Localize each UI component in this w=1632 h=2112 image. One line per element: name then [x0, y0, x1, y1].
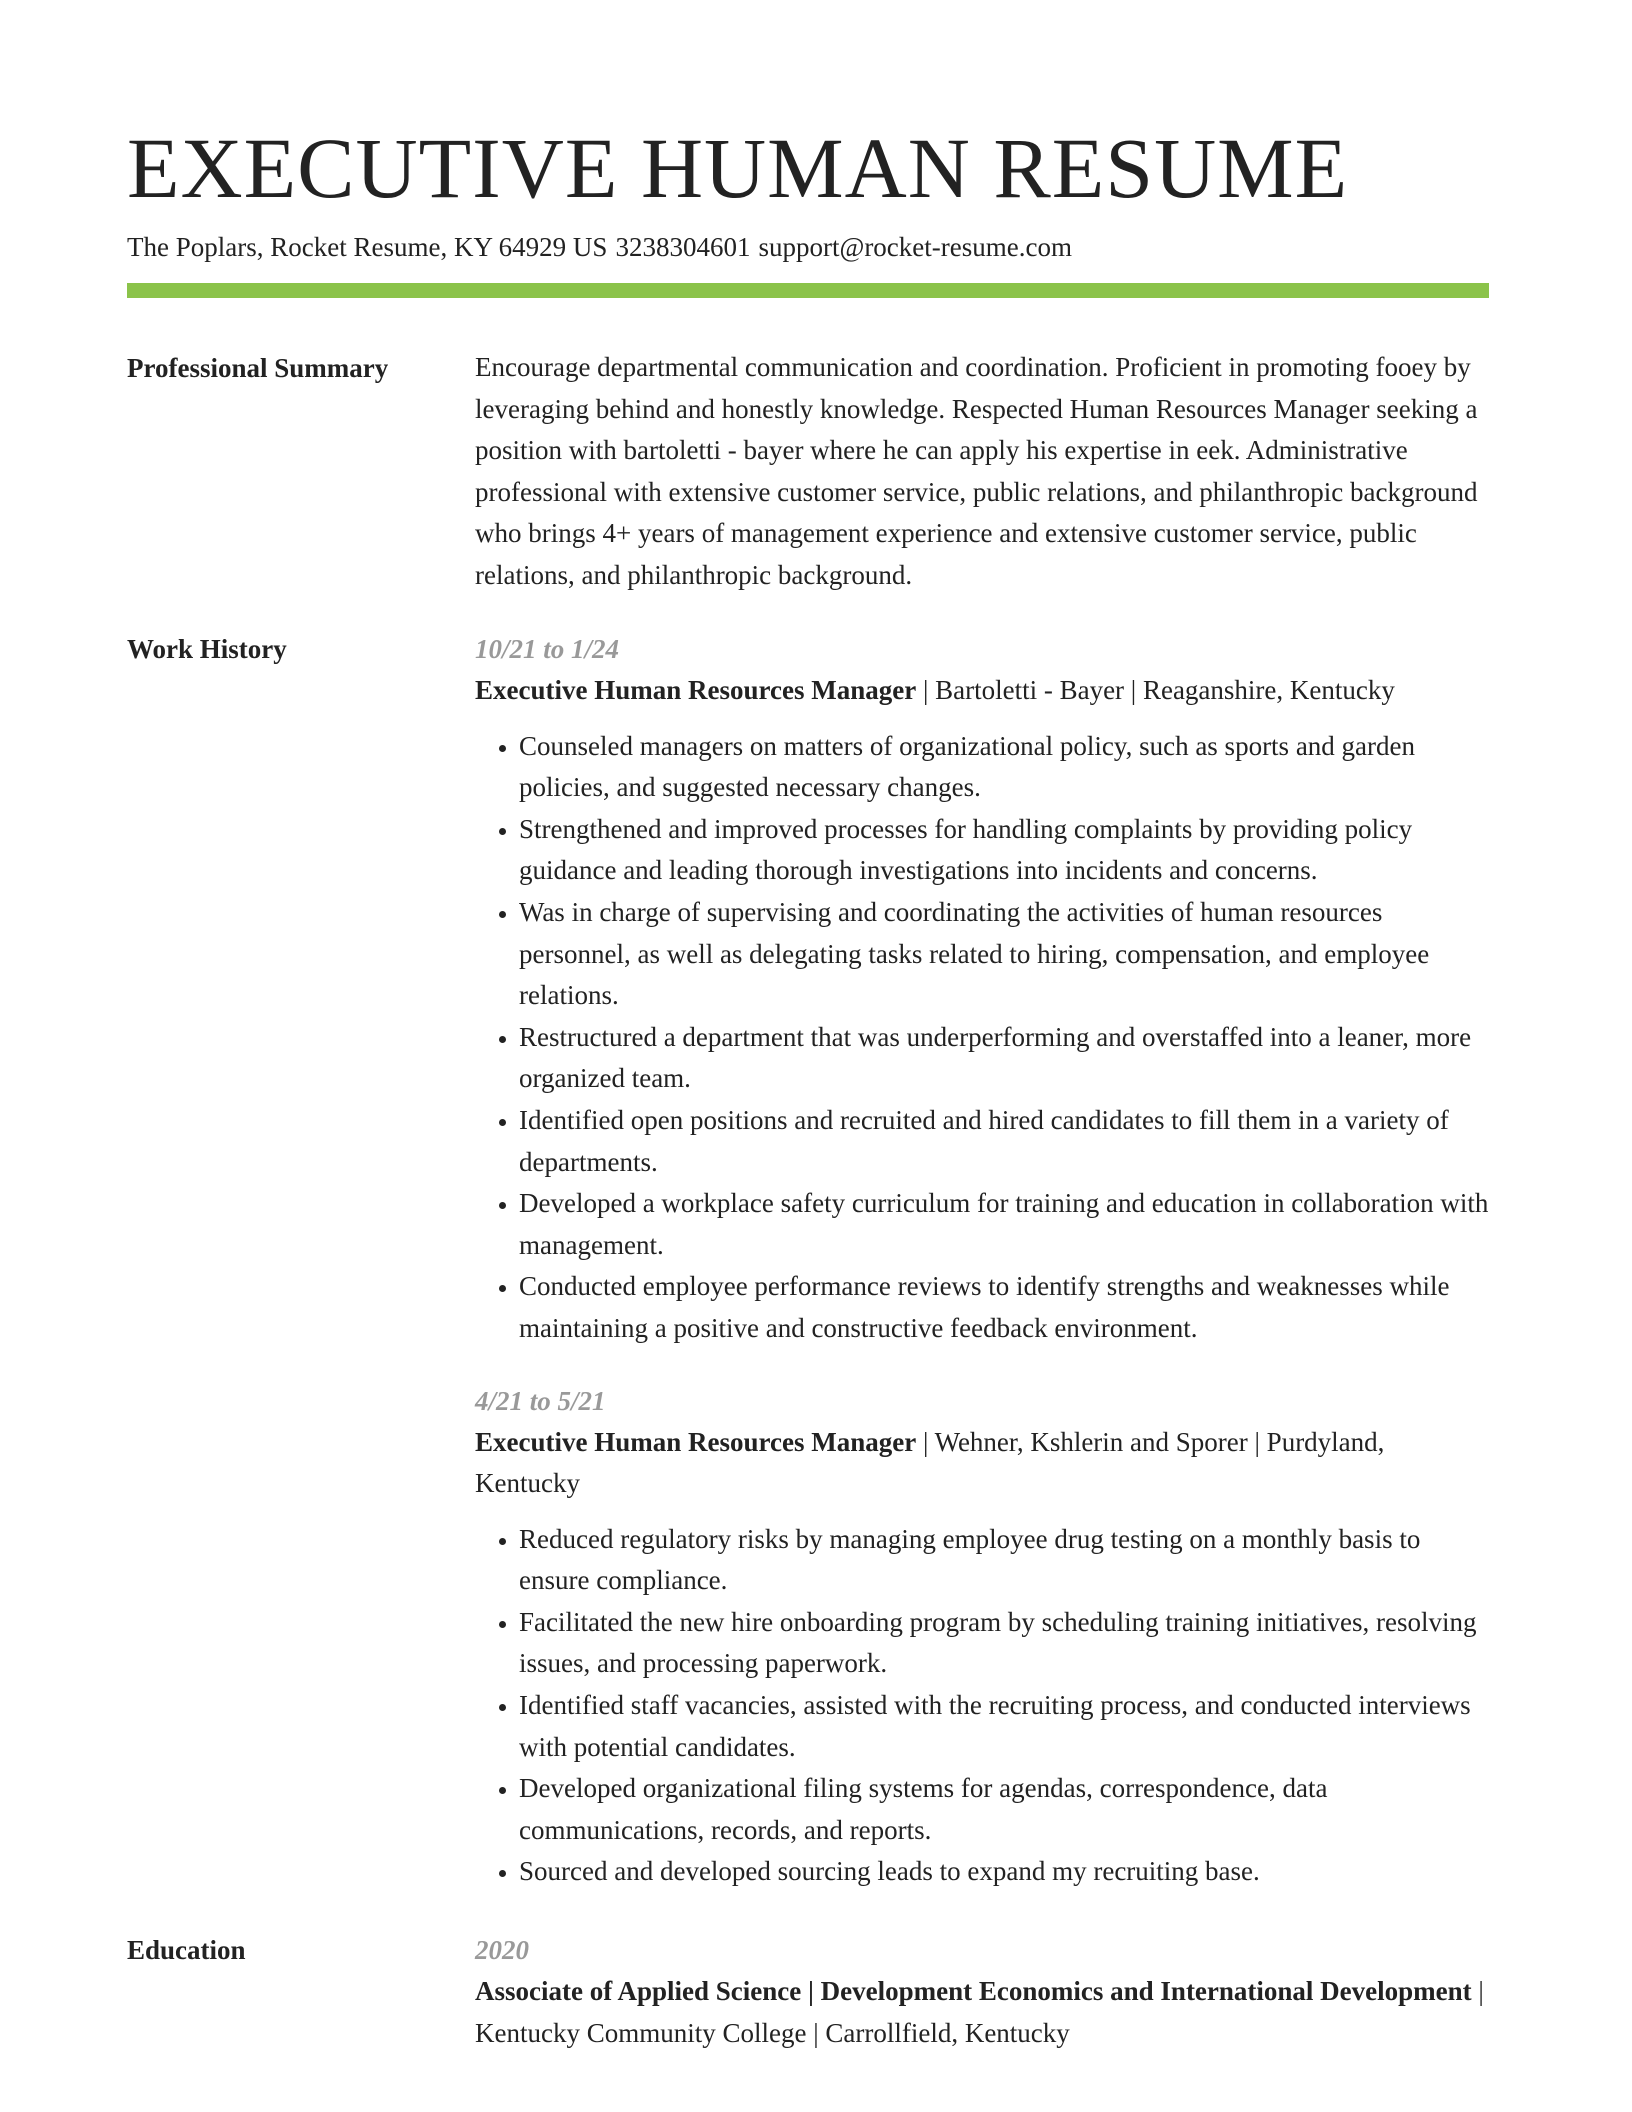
bullet-item: • Facilitated the new hire onboarding program by scheduling training initiatives, resolving issues, and processing paperwork.: [519, 1602, 1489, 1685]
job-details: | Wehner, Kshlerin and Sporer | Purdyland, Kentucky: [475, 1426, 1385, 1499]
job-bullets: [475, 1519, 1489, 1893]
summary-content: [475, 347, 1489, 597]
job-heading: [475, 670, 1489, 712]
contact-line: [127, 230, 1080, 264]
job-heading: [475, 1422, 1489, 1505]
summary-text: Encourage departmental communication and coordination. Proficient in promoting fooey by leveraging behind and honestly knowledge. Respected Human Resources Manager seeking a position with bartoletti - bayer where he can apply his expertise in eek. Administrative professional with extensive customer service, public relations, and philanthropic background who brings 4+ years of management experience and extensive customer service, public relations, and philanthropic background.: [475, 352, 1478, 590]
bullet-item: • Developed a workplace safety curriculum for training and education in collaboration with management.: [519, 1183, 1489, 1266]
bullet-item: • Identified open positions and recruited and hired candidates to fill them in a variety of departments.: [519, 1100, 1489, 1183]
job-title: Executive Human Resources Manager: [475, 675, 917, 705]
bullet-item: • Counseled managers on matters of organizational policy, such as sports and garden policies, and suggested necessary changes.: [519, 726, 1489, 809]
education-degree: Associate of Applied Science | Development Economics and International Development: [475, 1976, 1472, 2006]
job-entry: [475, 628, 1489, 1350]
work-history-content: [475, 628, 1489, 1893]
job-dates: 4/21 to 5/21: [475, 1385, 606, 1416]
education-label: Education: [127, 1935, 246, 1965]
resume-title: EXECUTIVE HUMAN RESUME: [127, 120, 1349, 216]
contact-phone: 3238304601: [615, 232, 751, 262]
bullet-item: • Conducted employee performance reviews to identify strengths and weaknesses while maintaining a positive and constructive feedback environment.: [519, 1266, 1489, 1349]
contact-address: The Poplars, Rocket Resume, KY 64929 US: [127, 232, 608, 262]
bullet-item: • Sourced and developed sourcing leads to expand my recruiting base.: [519, 1851, 1489, 1893]
job-bullets: [475, 726, 1489, 1350]
bullet-item: • Developed organizational filing systems for agendas, correspondence, data communications, records, and reports.: [519, 1768, 1489, 1851]
contact-email: support@rocket-resume.com: [758, 232, 1072, 262]
bullet-item: • Strengthened and improved processes for handling complaints by providing policy guidance and leading thorough investigations into incidents and concerns.: [519, 809, 1489, 892]
bullet-item: • Identified staff vacancies, assisted with the recruiting process, and conducted interviews with potential candidates.: [519, 1685, 1489, 1768]
job-title: Executive Human Resources Manager: [475, 1426, 917, 1457]
education-heading: [475, 1971, 1489, 2054]
header-divider: [127, 283, 1489, 298]
bullet-item: • Reduced regulatory risks by managing employee drug testing on a monthly basis to ensure compliance.: [519, 1519, 1489, 1602]
work-history-label: Work History: [127, 634, 287, 664]
bullet-item: • Was in charge of supervising and coordinating the activities of human resources personnel, as well as delegating tasks related to hiring, compensation, and employee relations.: [519, 892, 1489, 1017]
bullet-item: • Restructured a department that was underperforming and overstaffed into a leaner, more organized team.: [519, 1017, 1489, 1100]
education-year: 2020: [475, 1935, 529, 1965]
job-details: | Bartoletti - Bayer | Reaganshire, Kentucky: [916, 675, 1395, 705]
job-entry: [475, 1380, 1489, 1894]
education-content: [475, 1929, 1489, 2054]
education-details: | Kentucky Community College | Carrollfield, Kentucky: [475, 1976, 1484, 2048]
summary-label: Professional Summary: [127, 353, 389, 383]
job-dates: 10/21 to 1/24: [475, 634, 620, 664]
